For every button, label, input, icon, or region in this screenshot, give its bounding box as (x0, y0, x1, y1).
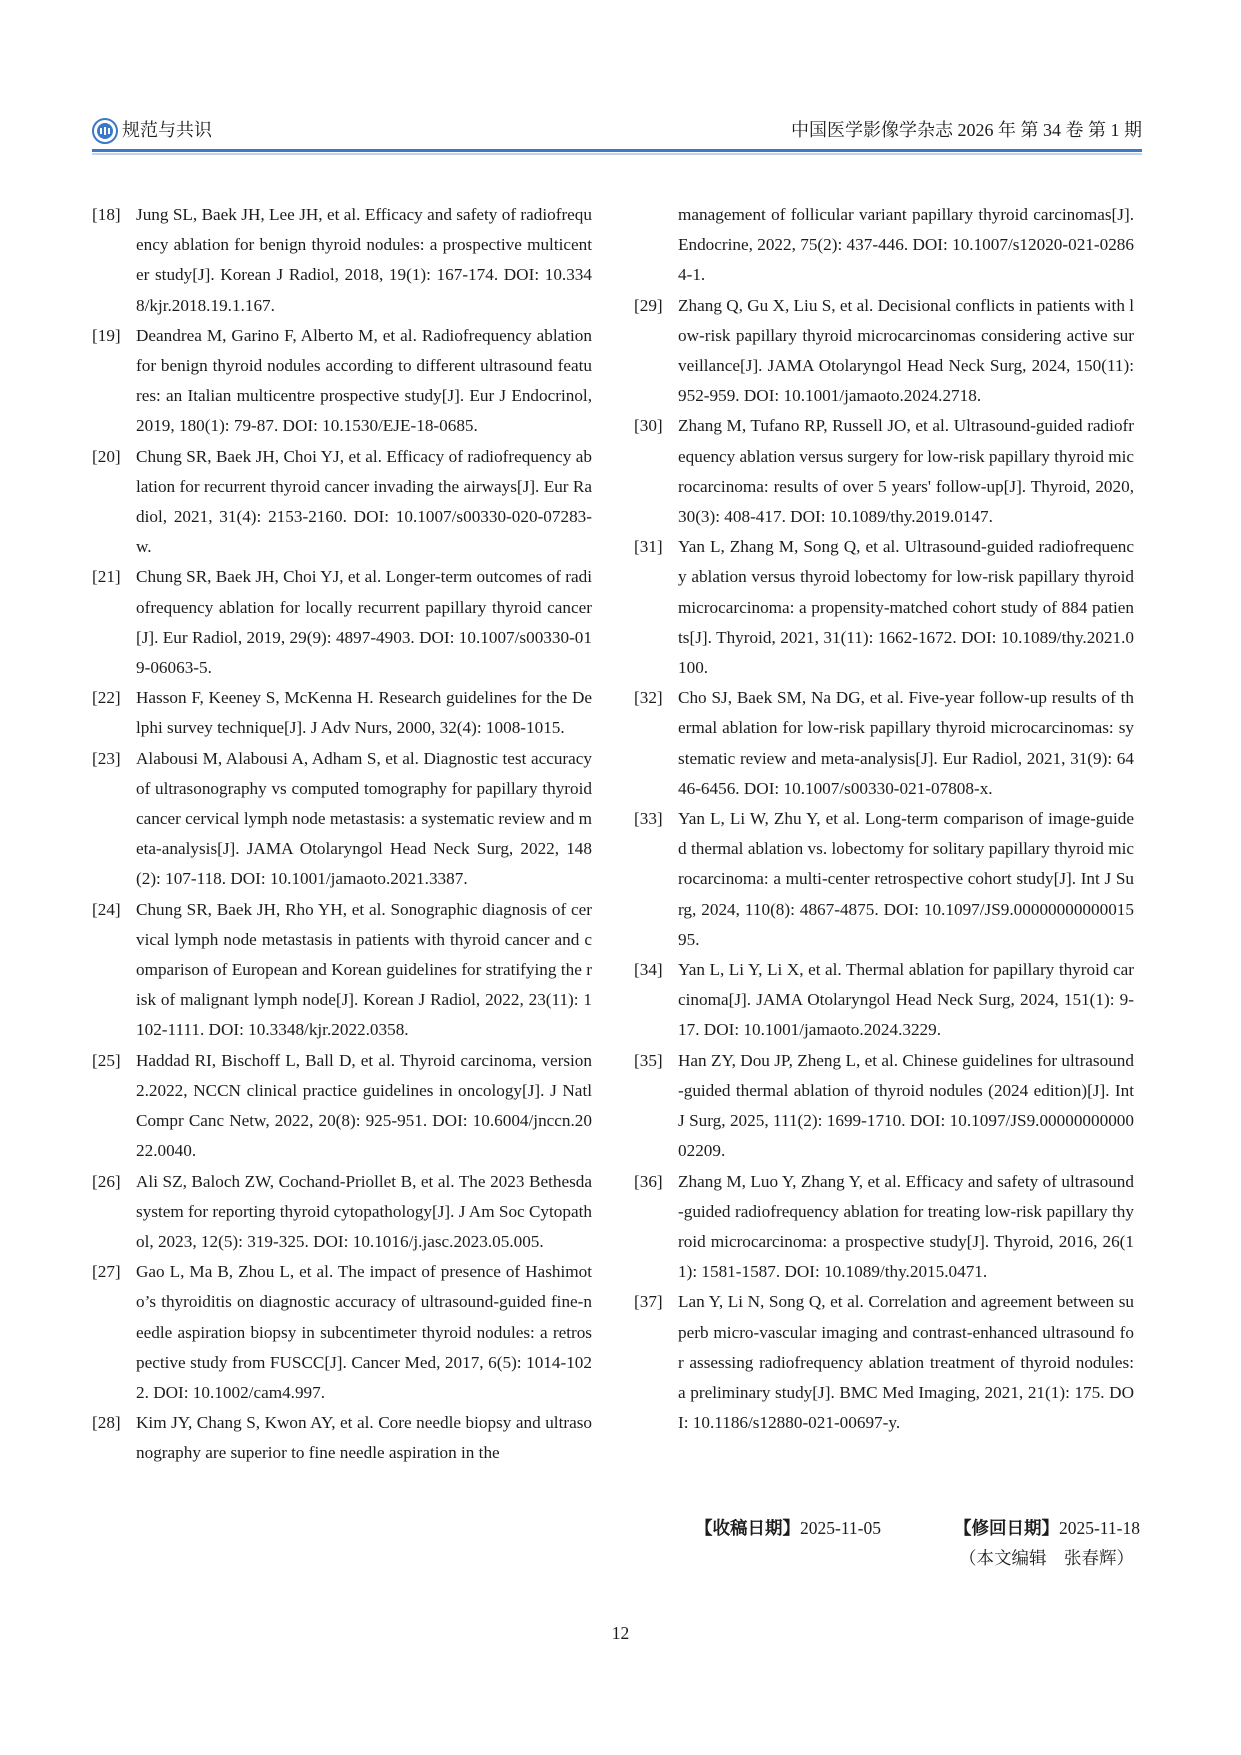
reference-number: [29] (634, 295, 663, 315)
article-dates (695, 1513, 1140, 1573)
reference-item (92, 1167, 592, 1258)
editor-credit: （本文编辑 张春辉） (959, 1548, 1134, 1568)
reference-item (634, 532, 1134, 683)
reference-item (634, 1167, 1134, 1288)
reference-item (634, 200, 1134, 291)
reference-item (92, 562, 592, 683)
reference-item (92, 744, 592, 895)
reference-number: [32] (634, 688, 663, 708)
revised-date (954, 1513, 1140, 1543)
reference-item (634, 683, 1134, 804)
reference-item (634, 804, 1134, 955)
reference-text: Zhang M, Luo Y, Zhang Y, et al. Efficacy and safety of ultrasound-guided radiofrequency ablation for treating low-risk papillary thyroid microcarcinoma: a prospective study[J]. Thyroid, 2016, 26(11): 1581-1587. DOI: 10.1089/thy.2015.0471. (678, 1171, 1134, 1282)
reference-text: Kim JY, Chang S, Kwon AY, et al. Core needle biopsy and ultrasonography are superior to fine needle aspiration in the (136, 1413, 592, 1463)
reference-item (92, 200, 592, 321)
revised-label: 【修回日期】 (953, 1518, 1059, 1538)
reference-text: Zhang Q, Gu X, Liu S, et al. Decisional conflicts in patients with low-risk papillary thyroid microcarcinomas considering active surveillance[J]. JAMA Otolaryngol Head Neck Surg, 2024, 150(11): 952-959. DOI: 10.1001/jamaoto.2024.2718. (678, 295, 1134, 406)
reference-number: [20] (92, 446, 121, 466)
received-date (695, 1513, 881, 1543)
reference-text: Gao L, Ma B, Zhou L, et al. The impact of presence of Hashimoto’s thyroiditis on diagnostic accuracy of ultrasound-guided fine-needle aspiration biopsy in subcentimeter thyroid nodules: a retrospective study from FUSCC[J]. Cancer Med, 2017, 6(5): 1014-1022. DOI: 10.1002/cam4.997. (136, 1262, 592, 1402)
reference-number: [31] (634, 537, 663, 557)
reference-item (634, 1046, 1134, 1167)
reference-text: Deandrea M, Garino F, Alberto M, et al. Radiofrequency ablation for benign thyroid nodules according to different ultrasound features: an Italian multicentre prospective study[J]. Eur J Endocrinol, 2019, 180(1): 79-87. DOI: 10.1530/EJE-18-0685. (136, 325, 592, 436)
reference-text: Yan L, Li Y, Li X, et al. Thermal ablation for papillary thyroid carcinoma[J]. JAMA Otolaryngol Head Neck Surg, 2024, 151(1): 9-17. DOI: 10.1001/jamaoto.2024.3229. (678, 960, 1134, 1040)
reference-number: [24] (92, 899, 121, 919)
reference-text: Cho SJ, Baek SM, Na DG, et al. Five-year follow-up results of thermal ablation for low-risk papillary thyroid microcarcinomas: systematic review and meta-analysis[J]. Eur Radiol, 2021, 31(9): 6446-6456. DOI: 10.1007/s00330-021-07808-x. (678, 688, 1134, 798)
reference-item (634, 955, 1134, 1046)
reference-text: Lan Y, Li N, Song Q, et al. Correlation and agreement between superb micro-vascular imaging and contrast-enhanced ultrasound for assessing radiofrequency ablation treatment of thyroid nodules: a preliminary study[J]. BMC Med Imaging, 2021, 21(1): 175. DOI: 10.1186/s12880-021-00697-y. (678, 1292, 1134, 1433)
reference-item (634, 1287, 1134, 1438)
reference-number: [26] (92, 1171, 121, 1191)
references-right-column (634, 200, 1134, 1438)
reference-item (634, 411, 1134, 532)
references-left-column (92, 200, 592, 1469)
reference-number: [36] (634, 1171, 663, 1191)
reference-number: [23] (92, 748, 121, 768)
header-rule-light (92, 153, 1142, 155)
reference-text: Yan L, Zhang M, Song Q, et al. Ultrasound-guided radiofrequency ablation versus thyroid lobectomy for low-risk papillary thyroid microcarcinoma: a propensity-matched cohort study of 884 patients[J]. Thyroid, 2021, 31(11): 1662-1672. DOI: 10.1089/thy.2021.0100. (678, 537, 1134, 678)
reference-number: [33] (634, 809, 663, 829)
reference-text: Hasson F, Keeney S, McKenna H. Research guidelines for the Delphi survey technique[J]. J Adv Nurs, 2000, 32(4): 1008-1015. (136, 688, 592, 738)
reference-number: [21] (92, 567, 121, 587)
reference-number: [30] (634, 416, 663, 436)
header-rule (92, 149, 1142, 152)
reference-number: [35] (634, 1050, 663, 1070)
reference-number: [28] (92, 1413, 121, 1433)
reference-text: Jung SL, Baek JH, Lee JH, et al. Efficacy and safety of radiofrequency ablation for benign thyroid nodules: a prospective multicenter study[J]. Korean J Radiol, 2018, 19(1): 167-174. DOI: 10.3348/kjr.2018.19.1.167. (136, 205, 592, 315)
reference-item (92, 321, 592, 442)
reference-text: Zhang M, Tufano RP, Russell JO, et al. Ultrasound-guided radiofrequency ablation versus surgery for low-risk papillary thyroid microcarcinoma: results of over 5 years' follow-up[J]. Thyroid, 2020, 30(3): 408-417. DOI: 10.1089/thy.2019.0147. (678, 416, 1134, 527)
reference-number: [25] (92, 1050, 121, 1070)
reference-item (92, 1257, 592, 1408)
reference-number: [27] (92, 1262, 121, 1282)
reference-item (92, 895, 592, 1046)
reference-item (92, 442, 592, 563)
journal-issue-info: 中国医学影像学杂志 2026 年 第 34 卷 第 1 期 (791, 120, 1142, 140)
reference-text: Chung SR, Baek JH, Rho YH, et al. Sonographic diagnosis of cervical lymph node metastasis in patients with thyroid cancer and comparison of European and Korean guidelines for stratifying the risk of malignant lymph node[J]. Korean J Radiol, 2022, 23(11): 1102-1111. DOI: 10.3348/kjr.2022.0358. (136, 899, 592, 1040)
reference-number: [22] (92, 688, 121, 708)
reference-text: Ali SZ, Baloch ZW, Cochand-Priollet B, et al. The 2023 Bethesda system for reporting thyroid cytopathology[J]. J Am Soc Cytopathol, 2023, 12(5): 319-325. DOI: 10.1016/j.jasc.2023.05.005. (136, 1171, 592, 1251)
reference-item (92, 683, 592, 743)
reference-number: [19] (92, 325, 121, 345)
journal-logo-icon (92, 118, 118, 144)
received-value: 2025-11-05 (800, 1518, 882, 1538)
reference-text: Han ZY, Dou JP, Zheng L, et al. Chinese guidelines for ultrasound-guided thermal ablation of thyroid nodules (2024 edition)[J]. Int J Surg, 2025, 111(2): 1699-1710. DOI: 10.1097/JS9.0000000000002209. (678, 1050, 1134, 1161)
reference-item (92, 1046, 592, 1167)
reference-text: Chung SR, Baek JH, Choi YJ, et al. Longer-term outcomes of radiofrequency ablation for locally recurrent papillary thyroid cancer[J]. Eur Radiol, 2019, 29(9): 4897-4903. DOI: 10.1007/s00330-019-06063-5. (136, 567, 592, 678)
reference-text: Yan L, Li W, Zhu Y, et al. Long-term comparison of image-guided thermal ablation vs. lobectomy for solitary papillary thyroid microcarcinoma: a multi-center retrospective cohort study[J]. Int J Surg, 2024, 110(8): 4867-4875. DOI: 10.1097/JS9.0000000000001595. (678, 809, 1134, 949)
reference-number: [18] (92, 205, 121, 224)
reference-number: [34] (634, 960, 663, 980)
reference-item (634, 291, 1134, 412)
reference-text: Haddad RI, Bischoff L, Ball D, et al. Thyroid carcinoma, version 2.2022, NCCN clinical practice guidelines in oncology[J]. J Natl Compr Canc Netw, 2022, 20(8): 925-951. DOI: 10.6004/jnccn.2022.0040. (136, 1050, 592, 1161)
received-label: 【收稿日期】 (695, 1518, 800, 1538)
reference-number: [37] (634, 1292, 663, 1312)
reference-text: Alabousi M, Alabousi A, Adham S, et al. Diagnostic test accuracy of ultrasonography vs computed tomography for papillary thyroid cancer cervical lymph node metastasis: a systematic review and meta-analysis[J]. JAMA Otolaryngol Head Neck Surg, 2022, 148(2): 107-118. DOI: 10.1001/jamaoto.2021.3387. (136, 748, 592, 889)
revised-value: 2025-11-18 (1058, 1518, 1140, 1538)
reference-text: management of follicular variant papillary thyroid carcinomas[J]. Endocrine, 2022, 75(2): 437-446. DOI: 10.1007/s12020-021-02864-1. (678, 205, 1134, 285)
page-header (92, 116, 1142, 148)
reference-item (92, 1408, 592, 1468)
section-name: 规范与共识 (122, 120, 212, 140)
reference-text: Chung SR, Baek JH, Choi YJ, et al. Efficacy of radiofrequency ablation for recurrent thyroid cancer invading the airways[J]. Eur Radiol, 2021, 31(4): 2153-2160. DOI: 10.1007/s00330-020-07283-w. (136, 446, 592, 557)
page-number: 12 (611, 1623, 630, 1643)
